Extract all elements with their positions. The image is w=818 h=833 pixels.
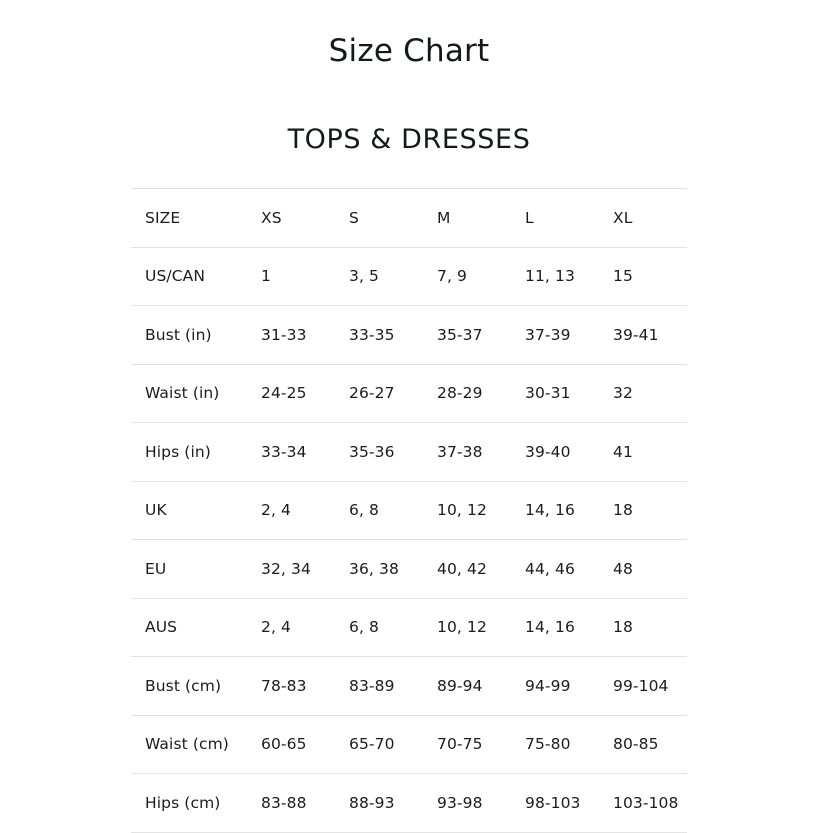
table-row <box>131 247 687 306</box>
row-value: 18 <box>599 481 687 540</box>
table-row <box>131 306 687 365</box>
row-label: US/CAN <box>131 247 247 306</box>
row-value: 6, 8 <box>335 481 423 540</box>
row-value: 7, 9 <box>423 247 511 306</box>
row-value: 103-108 <box>599 774 687 833</box>
row-value: 18 <box>599 598 687 657</box>
row-value: 6, 8 <box>335 598 423 657</box>
row-label: Hips (cm) <box>131 774 247 833</box>
row-value: 2, 4 <box>247 598 335 657</box>
row-value: 32 <box>599 364 687 423</box>
row-label: Bust (in) <box>131 306 247 365</box>
column-header-l: L <box>511 189 599 248</box>
row-value: 36, 38 <box>335 540 423 599</box>
table-row <box>131 481 687 540</box>
row-value: 1 <box>247 247 335 306</box>
row-value: 37-39 <box>511 306 599 365</box>
size-chart-table-container <box>131 155 687 833</box>
table-row <box>131 364 687 423</box>
row-value: 40, 42 <box>423 540 511 599</box>
row-value: 60-65 <box>247 715 335 774</box>
row-value: 44, 46 <box>511 540 599 599</box>
row-value: 39-40 <box>511 423 599 482</box>
row-value: 32, 34 <box>247 540 335 599</box>
row-value: 35-37 <box>423 306 511 365</box>
column-header-xl: XL <box>599 189 687 248</box>
row-value: 41 <box>599 423 687 482</box>
row-value: 99-104 <box>599 657 687 716</box>
row-label: Waist (cm) <box>131 715 247 774</box>
row-label: Waist (in) <box>131 364 247 423</box>
table-row <box>131 540 687 599</box>
table-row <box>131 715 687 774</box>
column-header-s: S <box>335 189 423 248</box>
row-value: 83-89 <box>335 657 423 716</box>
row-value: 33-35 <box>335 306 423 365</box>
row-label: UK <box>131 481 247 540</box>
table-row <box>131 657 687 716</box>
row-label: EU <box>131 540 247 599</box>
row-value: 89-94 <box>423 657 511 716</box>
column-header-size: SIZE <box>131 189 247 248</box>
table-row <box>131 774 687 833</box>
row-value: 35-36 <box>335 423 423 482</box>
size-chart-table <box>131 188 687 833</box>
table-row <box>131 598 687 657</box>
table-header <box>131 189 687 248</box>
row-value: 14, 16 <box>511 598 599 657</box>
row-value: 30-31 <box>511 364 599 423</box>
table-row <box>131 423 687 482</box>
table-body <box>131 247 687 832</box>
column-header-xs: XS <box>247 189 335 248</box>
row-value: 75-80 <box>511 715 599 774</box>
row-value: 93-98 <box>423 774 511 833</box>
row-value: 83-88 <box>247 774 335 833</box>
row-label: AUS <box>131 598 247 657</box>
row-label: Bust (cm) <box>131 657 247 716</box>
row-value: 28-29 <box>423 364 511 423</box>
row-value: 37-38 <box>423 423 511 482</box>
row-value: 98-103 <box>511 774 599 833</box>
column-header-m: M <box>423 189 511 248</box>
row-label: Hips (in) <box>131 423 247 482</box>
row-value: 26-27 <box>335 364 423 423</box>
row-value: 80-85 <box>599 715 687 774</box>
row-value: 11, 13 <box>511 247 599 306</box>
section-heading: TOPS & DRESSES <box>287 124 531 155</box>
row-value: 39-41 <box>599 306 687 365</box>
row-value: 14, 16 <box>511 481 599 540</box>
row-value: 70-75 <box>423 715 511 774</box>
row-value: 94-99 <box>511 657 599 716</box>
row-value: 2, 4 <box>247 481 335 540</box>
row-value: 48 <box>599 540 687 599</box>
row-value: 78-83 <box>247 657 335 716</box>
row-value: 10, 12 <box>423 481 511 540</box>
table-header-row <box>131 189 687 248</box>
row-value: 88-93 <box>335 774 423 833</box>
row-value: 24-25 <box>247 364 335 423</box>
row-value: 65-70 <box>335 715 423 774</box>
row-value: 3, 5 <box>335 247 423 306</box>
row-value: 31-33 <box>247 306 335 365</box>
row-value: 10, 12 <box>423 598 511 657</box>
row-value: 15 <box>599 247 687 306</box>
row-value: 33-34 <box>247 423 335 482</box>
page-title: Size Chart <box>328 33 490 69</box>
